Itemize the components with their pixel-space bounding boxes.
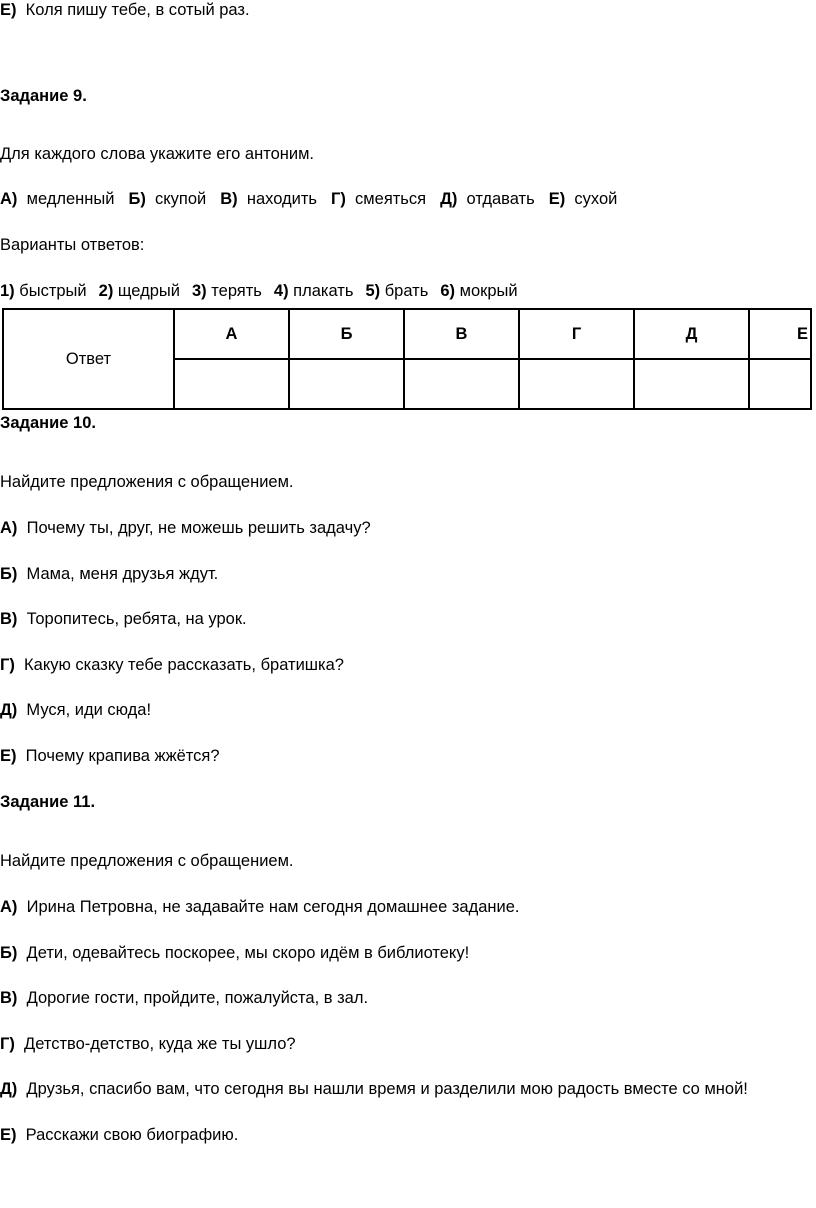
variant-num: 3) bbox=[192, 282, 207, 300]
item-text: Муся, иди сюда! bbox=[26, 701, 152, 719]
word-letter: А) bbox=[0, 190, 18, 208]
item-letter: Б) bbox=[0, 944, 18, 962]
variant-text: терять bbox=[211, 282, 262, 300]
variant-option bbox=[440, 281, 517, 301]
variant-num: 1) bbox=[0, 282, 15, 300]
task11-item bbox=[0, 943, 469, 963]
variant-text: брать bbox=[384, 282, 429, 300]
item-letter: Е) bbox=[0, 747, 17, 765]
word-option bbox=[331, 189, 426, 209]
task11-item bbox=[0, 897, 519, 917]
answer-column-header: А bbox=[174, 309, 289, 359]
task10-item bbox=[0, 746, 220, 766]
item-letter: Д) bbox=[0, 1080, 18, 1098]
item-text: Друзья, спасибо вам, что сегодня вы нашли время и разделили мою радость вместе со мной! bbox=[26, 1080, 748, 1098]
word-option bbox=[220, 189, 317, 209]
task10-item bbox=[0, 655, 344, 675]
item-letter: Е) bbox=[0, 1, 17, 19]
item-letter: В) bbox=[0, 610, 18, 628]
variant-option bbox=[274, 281, 354, 301]
variant-num: 5) bbox=[365, 282, 381, 300]
word-letter: Е) bbox=[548, 190, 566, 208]
answer-row-label: Ответ bbox=[3, 309, 174, 409]
task11-title: Задание 11. bbox=[0, 793, 96, 811]
answer-cell[interactable] bbox=[519, 359, 634, 409]
variant-text: плакать bbox=[293, 282, 354, 300]
answer-table-header-row bbox=[3, 309, 811, 359]
item-text: Ирина Петровна, не задавайте нам сегодня домашнее задание. bbox=[26, 898, 520, 916]
item-letter: Г) bbox=[0, 656, 15, 674]
answer-column-header: Д bbox=[634, 309, 749, 359]
word-text: отдавать bbox=[466, 190, 535, 208]
task9-title: Задание 9. bbox=[0, 87, 87, 105]
answer-column-header: В bbox=[404, 309, 519, 359]
word-letter: Б) bbox=[128, 190, 146, 208]
word-letter: Г) bbox=[331, 190, 346, 208]
top-line bbox=[0, 0, 250, 20]
task9-instruction: Для каждого слова укажите его антоним. bbox=[0, 145, 314, 163]
variant-text: щедрый bbox=[117, 282, 180, 300]
item-letter: А) bbox=[0, 519, 18, 537]
variant-num: 2) bbox=[98, 282, 114, 300]
answer-cell[interactable] bbox=[289, 359, 404, 409]
variant-option bbox=[365, 281, 428, 301]
item-letter: Г) bbox=[0, 1035, 15, 1053]
word-text: сухой bbox=[574, 190, 618, 208]
answer-cell[interactable] bbox=[749, 359, 811, 409]
answer-cell[interactable] bbox=[634, 359, 749, 409]
answer-cell[interactable] bbox=[174, 359, 289, 409]
answer-column-header: Е bbox=[749, 309, 811, 359]
item-letter: Б) bbox=[0, 565, 18, 583]
answer-table bbox=[2, 308, 812, 410]
item-text: Почему крапива жжётся? bbox=[25, 747, 220, 765]
variant-num: 6) bbox=[440, 282, 456, 300]
word-text: находить bbox=[246, 190, 318, 208]
word-text: смеяться bbox=[355, 190, 427, 208]
item-letter: А) bbox=[0, 898, 18, 916]
answer-cell[interactable] bbox=[404, 359, 519, 409]
task10-item bbox=[0, 700, 151, 720]
task10-item bbox=[0, 609, 247, 629]
task11-item bbox=[0, 1125, 238, 1145]
task10-instruction: Найдите предложения с обращением. bbox=[0, 473, 294, 491]
item-text: Какую сказку тебе рассказать, братишка? bbox=[24, 656, 344, 674]
task9-words bbox=[0, 189, 617, 209]
task10-item bbox=[0, 518, 371, 538]
item-letter: Е) bbox=[0, 1126, 17, 1144]
item-letter: В) bbox=[0, 989, 18, 1007]
word-option bbox=[128, 189, 206, 209]
variant-text: быстрый bbox=[19, 282, 87, 300]
item-text: Коля пишу тебе, в сотый раз. bbox=[25, 1, 250, 19]
task11-item bbox=[0, 1034, 296, 1054]
answer-column-header: Б bbox=[289, 309, 404, 359]
variant-option bbox=[192, 281, 262, 301]
task11-item bbox=[0, 1079, 748, 1099]
word-text: скупой bbox=[155, 190, 207, 208]
word-option bbox=[549, 189, 618, 209]
item-text: Торопитесь, ребята, на урок. bbox=[26, 610, 247, 628]
word-letter: В) bbox=[220, 190, 238, 208]
item-text: Расскажи свою биографию. bbox=[25, 1126, 239, 1144]
variant-num: 4) bbox=[273, 282, 289, 300]
word-option bbox=[0, 189, 114, 209]
task11-item bbox=[0, 988, 368, 1008]
variant-option bbox=[99, 281, 180, 301]
item-text: Мама, меня друзья ждут. bbox=[26, 565, 219, 583]
task9-variants-label: Варианты ответов: bbox=[0, 236, 145, 254]
item-text: Детство-детство, куда же ты ушло? bbox=[24, 1035, 296, 1053]
task9-variants bbox=[0, 281, 518, 301]
variant-option bbox=[0, 281, 87, 301]
item-letter: Д) bbox=[0, 701, 18, 719]
item-text: Дорогие гости, пройдите, пожалуйста, в зал. bbox=[26, 989, 369, 1007]
word-option bbox=[440, 189, 535, 209]
word-letter: Д) bbox=[440, 190, 458, 208]
word-text: медленный bbox=[26, 190, 115, 208]
task11-instruction: Найдите предложения с обращением. bbox=[0, 852, 294, 870]
item-text: Почему ты, друг, не можешь решить задачу? bbox=[26, 519, 371, 537]
item-text: Дети, одевайтесь поскорее, мы скоро идём в библиотеку! bbox=[26, 944, 470, 962]
variant-text: мокрый bbox=[459, 282, 518, 300]
task10-item bbox=[0, 564, 218, 584]
task10-title: Задание 10. bbox=[0, 414, 96, 432]
answer-column-header: Г bbox=[519, 309, 634, 359]
